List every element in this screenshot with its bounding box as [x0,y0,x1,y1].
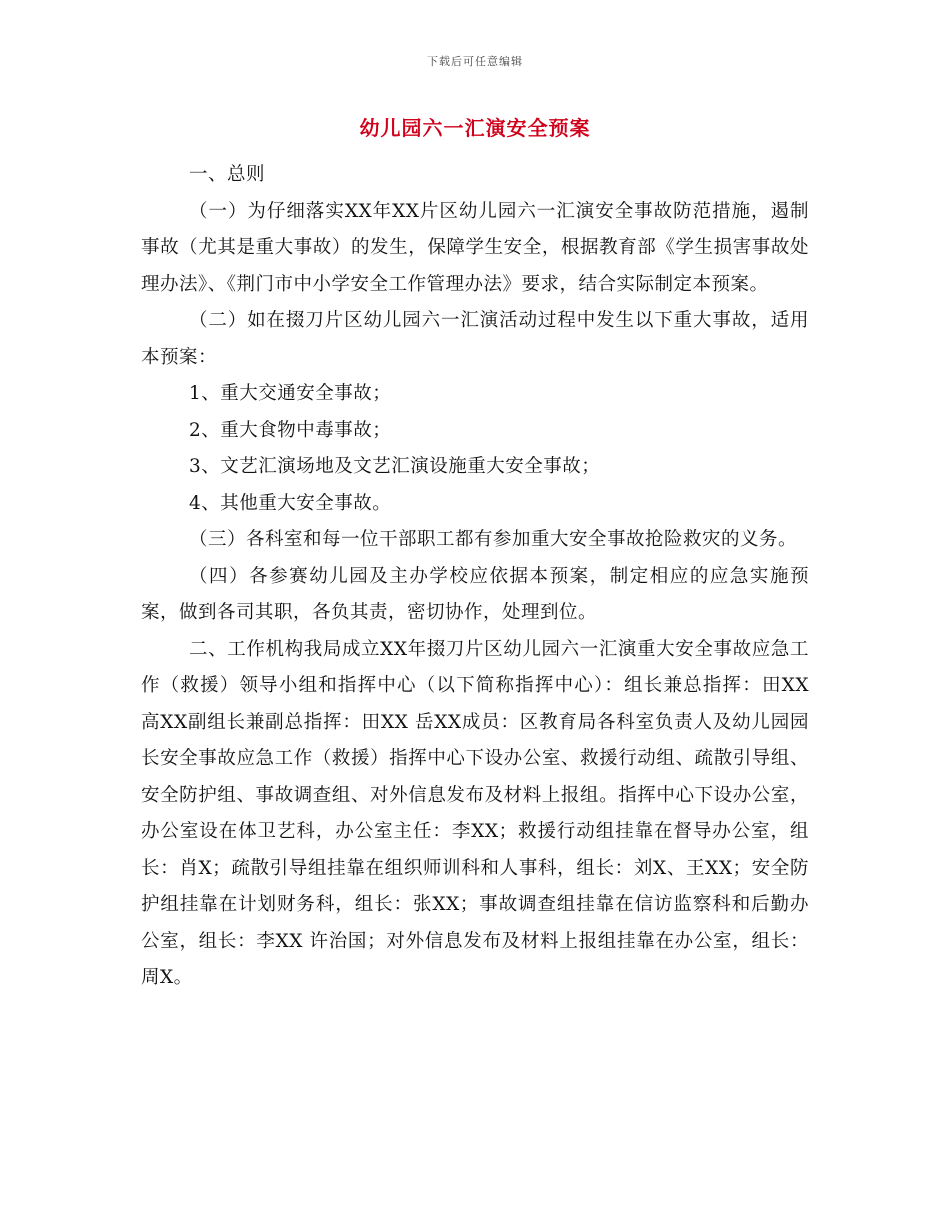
document-body [141,157,809,997]
paragraph-duty: （三）各科室和每一位干部职工都有参加重大安全事故抢险救灾的义务。 [189,529,798,550]
list-item-other: 4、其他重大安全事故。 [189,492,392,514]
paragraph-organization: 二、工作机构我局成立XX年掇刀片区幼儿园六一汇演重大安全事故应急工作（救援）领导小组和指挥中心（以下简称指挥中心）：组长兼总指挥：田XX 高XX副组长兼副总指挥：田XX 岳XX成员：区教育局各科室负责人及幼儿园园长安全事故应急工作（救援）指挥中心下设办公室、救援行动组、疏散引导组、安全防护组、事故调查组、对外信息发布及材料上报组。指挥中心下设办公室，办公室设在体卫艺科，办公室主任：李XX；救援行动组挂靠在督导办公室，组长：肖X；疏散引导组挂靠在组织师训科和人事科，组长：刘X、王XX；安全防护组挂靠在计划财务科，组长：张XX；事故调查组挂靠在信访监察科和后勤办公室，组长：李XX 许治国；对外信息发布及材料上报组挂靠在办公室，组长：周X。 [141,638,809,988]
paragraph-scope: （二）如在掇刀片区幼儿园六一汇演活动过程中发生以下重大事故，适用本预案： [141,310,809,368]
list-item-food-poisoning: 2、重大食物中毒事故； [189,419,392,441]
paragraph-implementation: （四）各参赛幼儿园及主办学校应依据本预案，制定相应的应急实施预案，做到各司其职，各负其责，密切协作，处理到位。 [141,565,809,623]
paragraph-general-heading: 一、总则 [189,164,266,185]
list-item-venue-safety: 3、文艺汇演场地及文艺汇演设施重大安全事故； [189,456,601,477]
paragraph-purpose: （一）为仔细落实XX年XX片区幼儿园六一汇演安全事故防范措施，遏制事故（尤其是重大事故）的发生，保障学生安全，根据教育部《学生损害事故处理办法》、《荆门市中小学安全工作管理办法》要求，结合实际制定本预案。 [141,200,809,295]
header-note: 下载后可任意编辑 [427,55,523,68]
document-title: 幼儿园六一汇演安全预案 [359,116,591,140]
list-item-traffic: 1、重大交通安全事故； [189,383,392,404]
